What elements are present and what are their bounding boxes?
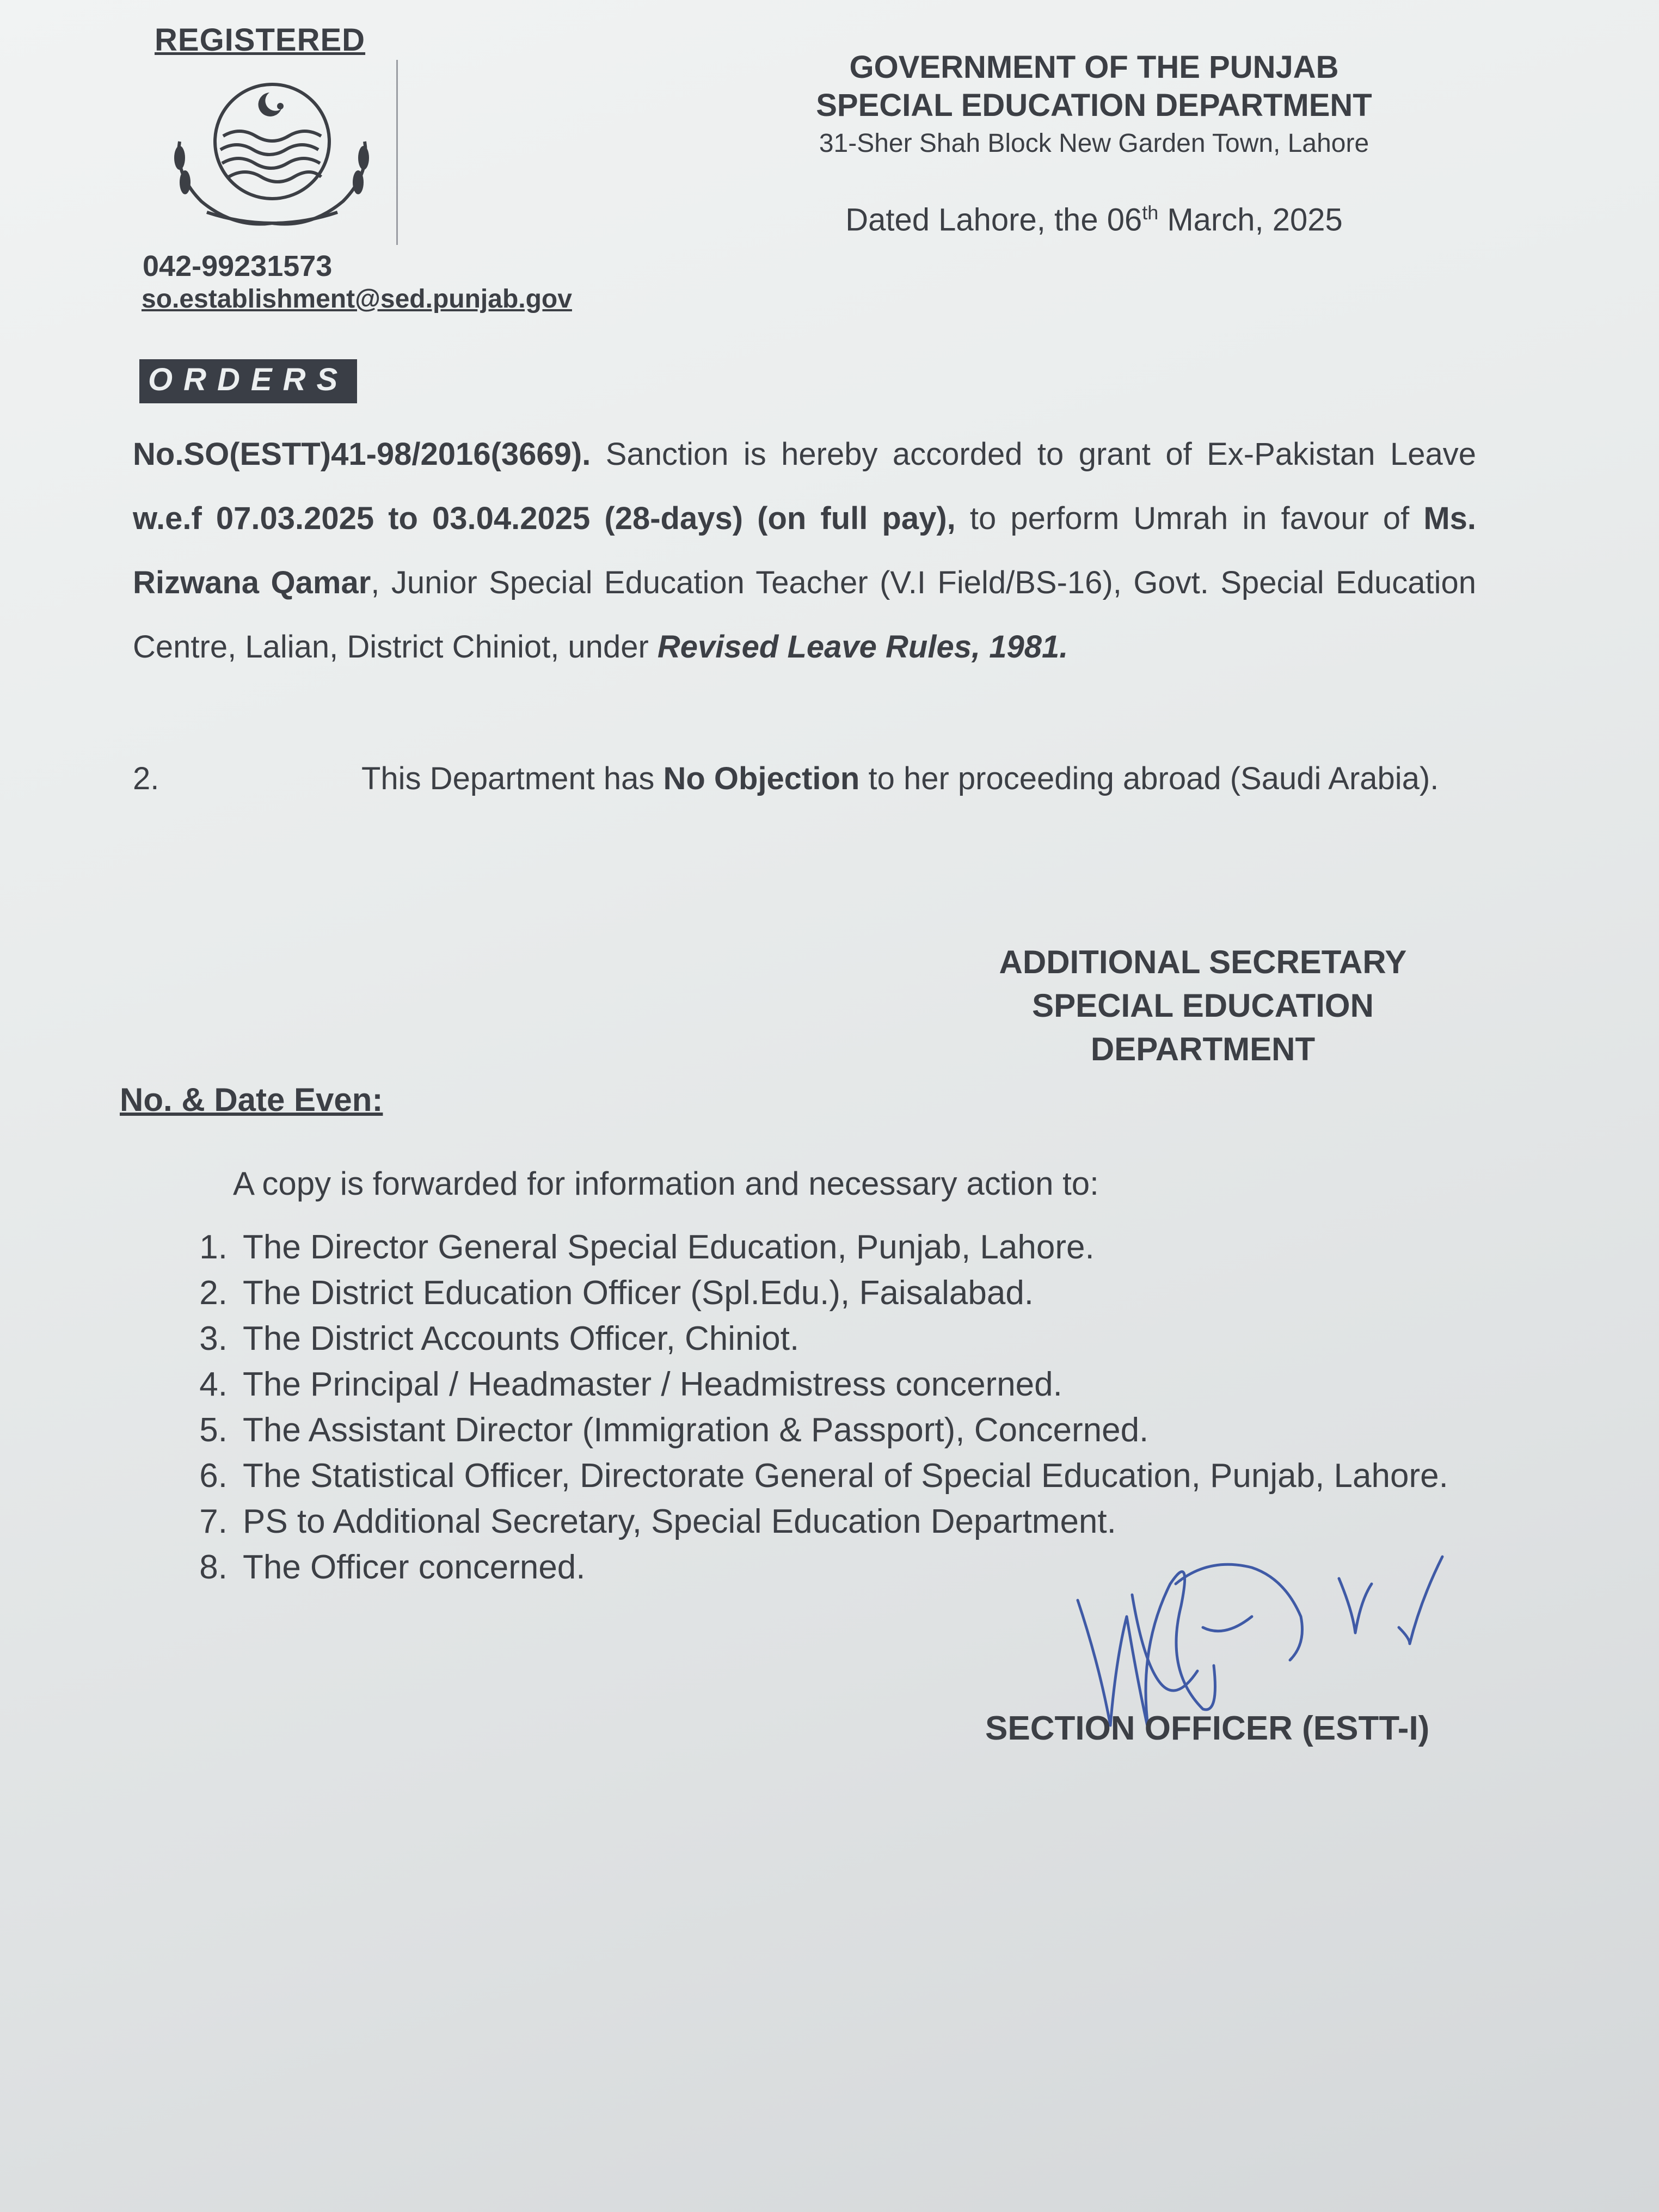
- list-item-number: 4.: [199, 1366, 228, 1403]
- department-address: 31-Sher Shah Block New Garden Town, Lahore: [819, 129, 1369, 158]
- list-item-number: 7.: [199, 1503, 228, 1540]
- order-paragraph-2: [133, 747, 1476, 811]
- signatory-line-2: SPECIAL EDUCATION: [1032, 987, 1374, 1024]
- signatory-line-1: ADDITIONAL SECRETARY: [999, 944, 1407, 980]
- signatory-line-3: DEPARTMENT: [1090, 1031, 1316, 1067]
- order-paragraph-1: [133, 422, 1476, 679]
- list-item-text: The Assistant Director (Immigration & Passport), Concerned.: [243, 1411, 1149, 1449]
- list-item-text: The District Accounts Officer, Chiniot.: [243, 1320, 800, 1357]
- email-address[interactable]: so.establishment@sed.punjab.gov: [142, 285, 572, 314]
- paragraph2-text-2: to her proceeding abroad (Saudi Arabia).: [859, 761, 1439, 796]
- paragraph2-text-1: This Department has: [361, 761, 663, 796]
- list-item-number: 3.: [199, 1320, 228, 1357]
- paragraph1-text-1: Sanction is hereby accorded to grant of Ex-Pakistan Leave: [591, 437, 1476, 472]
- signatory-block: [925, 941, 1480, 1071]
- list-item: [163, 1316, 1502, 1362]
- no-and-date-even: No. & Date Even:: [120, 1082, 383, 1118]
- list-item-text: The Director General Special Education, Punjab, Lahore.: [243, 1228, 1095, 1266]
- dated-ordinal: th: [1142, 201, 1159, 224]
- paragraph1-text-2: to perform Umrah in favour of: [955, 501, 1424, 536]
- forward-text: A copy is forwarded for information and necessary action to:: [233, 1165, 1099, 1202]
- dated-prefix: Dated Lahore, the 06: [845, 202, 1142, 238]
- list-item-number: 8.: [199, 1549, 228, 1586]
- no-objection: No Objection: [663, 761, 860, 796]
- phone-number: 042-99231573: [143, 250, 333, 282]
- government-title: GOVERNMENT OF THE PUNJAB: [849, 50, 1339, 85]
- list-item-number: 2.: [199, 1274, 228, 1312]
- leave-period: w.e.f 07.03.2025 to 03.04.2025 (28-days) (on full pay),: [133, 501, 956, 536]
- list-item-text: The Principal / Headmaster / Headmistress concerned.: [243, 1366, 1062, 1403]
- order-reference-number: No.SO(ESTT)41-98/2016(3669).: [133, 437, 591, 472]
- letterhead-divider: [396, 60, 398, 245]
- list-item: [163, 1270, 1502, 1316]
- employee-name: Ms. Rizwana Qamar: [133, 501, 1476, 600]
- department-title: SPECIAL EDUCATION DEPARTMENT: [816, 88, 1372, 123]
- registered-label: REGISTERED: [155, 22, 366, 58]
- list-item-number: 5.: [199, 1411, 228, 1449]
- list-item: [163, 1408, 1502, 1453]
- section-officer-title: SECTION OFFICER (ESTT-I): [985, 1710, 1430, 1747]
- list-item: [163, 1453, 1502, 1499]
- punjab-government-emblem-icon: [158, 76, 392, 239]
- orders-heading: ORDERS: [139, 359, 357, 403]
- list-item: [163, 1362, 1502, 1408]
- list-item-text: PS to Additional Secretary, Special Education Department.: [243, 1503, 1116, 1540]
- list-item-number: 1.: [199, 1228, 228, 1266]
- list-item-number: 6.: [199, 1457, 228, 1495]
- paragraph1-text-3: , Junior Special Education Teacher (V.I Field/BS-16), Govt. Special Education Centre, Lalian, District Chiniot, under: [133, 565, 1476, 665]
- list-item: [163, 1225, 1502, 1270]
- list-item-text: The Statistical Officer, Directorate General of Special Education, Punjab, Lahore.: [243, 1457, 1448, 1495]
- dated-suffix: March, 2025: [1158, 202, 1343, 238]
- list-item-text: The Officer concerned.: [243, 1549, 586, 1586]
- leave-rules: Revised Leave Rules, 1981.: [657, 629, 1068, 665]
- list-item-text: The District Education Officer (Spl.Edu.), Faisalabad.: [243, 1274, 1034, 1312]
- paragraph2-number: 2.: [133, 761, 159, 796]
- dated-line: [762, 201, 1426, 238]
